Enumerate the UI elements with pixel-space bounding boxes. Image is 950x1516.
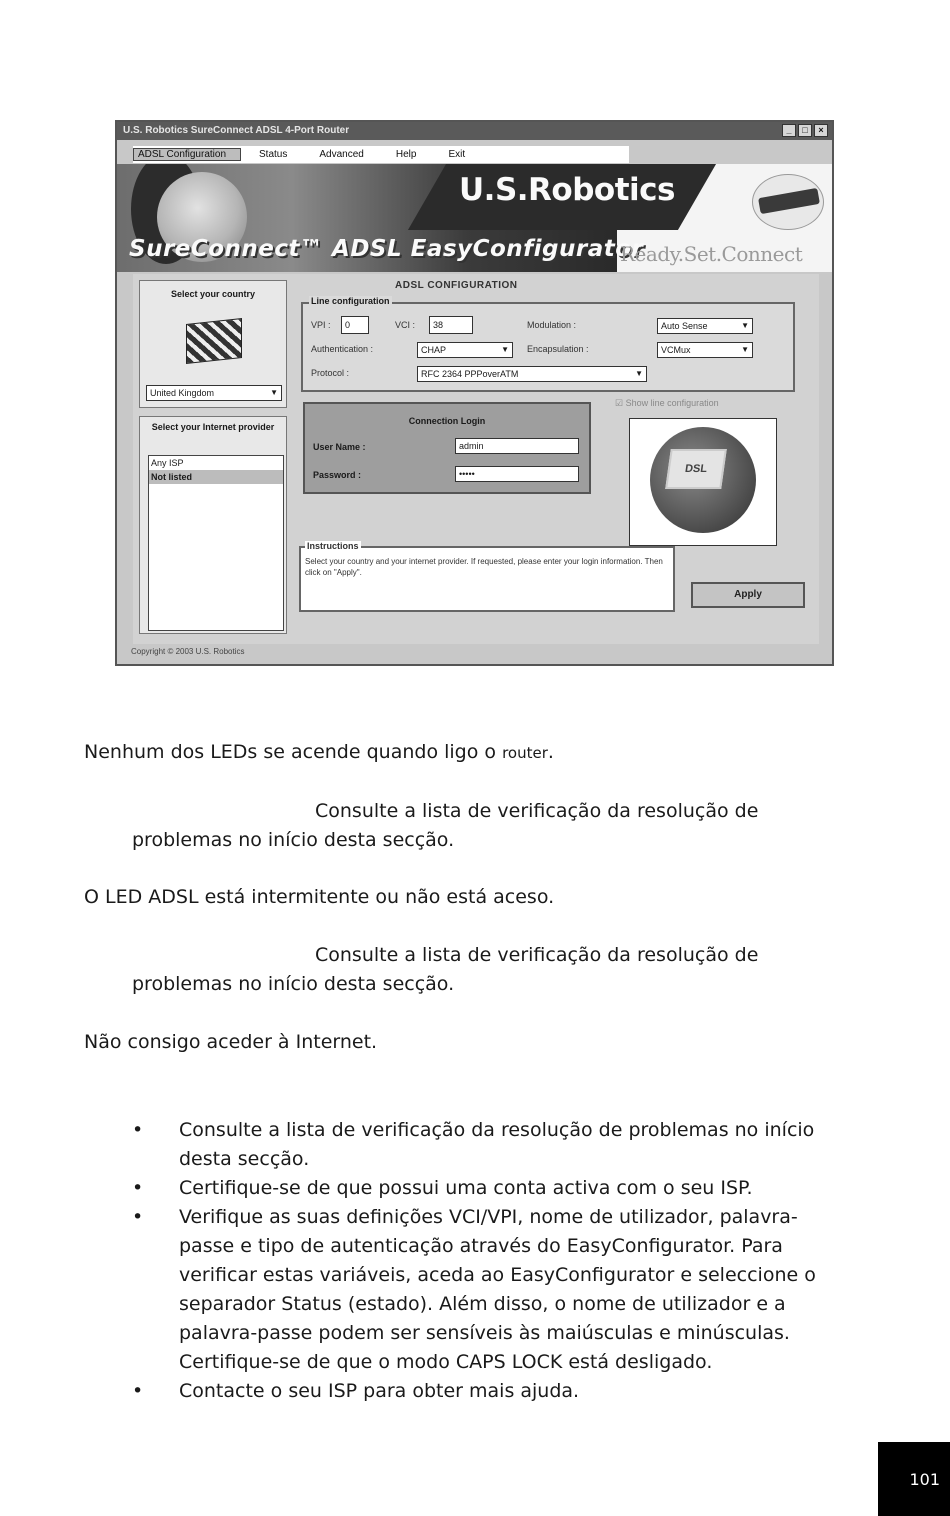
line-configuration-group [301,296,795,392]
isp-title: Select your Internet provider [151,422,275,432]
tagline: Ready.Set.Connect [620,242,803,266]
maximize-icon[interactable]: □ [798,124,812,137]
answer-1: Consulte a lista de verificação da resolução de problemas no início desta secção. [132,800,759,851]
protocol-value: RFC 2364 PPPoverATM [421,369,519,379]
solution-list [132,1116,852,1406]
list-item: • Verifique as suas definições VCI/VPI, nome de utilizador, palavra-passe e tipo de autenticação através do EasyConfigurator. Para verificar estas variáveis, aceda ao EasyConfigurator e seleccione o separador Status (estado). Além disso, o nome de utilizador e a palavra-passe podem ser sensíveis às maiúsculas e minúsculas. Certifique-se de que o modo CAPS LOCK está desligado. [132,1203,852,1377]
country-select-value: United Kingdom [150,388,215,398]
chevron-down-icon: ▼ [501,345,509,354]
adsl-image [629,418,777,546]
header-banner [117,164,832,272]
menu-advanced[interactable]: Advanced [319,149,364,160]
country-box [139,280,287,408]
isp-item-any[interactable]: Any ISP [151,458,184,468]
show-line-label: Show line configuration [625,398,719,408]
authentication-value: CHAP [421,345,447,355]
chevron-down-icon: ▼ [635,369,643,378]
vci-label: VCI : [395,320,416,330]
instructions-text: Select your country and your internet provider. If requested, please enter your login information. Then click on "Apply". [305,557,663,577]
connection-login-box [303,402,591,494]
modulation-select[interactable] [657,318,753,334]
router-device-icon [752,174,824,230]
laptop-icon: DSL [665,449,727,489]
username-input[interactable]: admin [455,438,579,454]
vpi-label: VPI : [311,320,331,330]
isp-item-not-listed[interactable]: Not listed [149,470,283,484]
brand-logo: U.S.Robotics [459,172,675,208]
app-screenshot [115,120,834,666]
connection-login-title: Connection Login [408,416,486,426]
question-1-router: router [502,744,548,762]
question-1 [84,738,884,768]
chevron-down-icon: ▼ [270,388,278,397]
isp-box [139,416,287,634]
config-panel [133,274,819,644]
adsl-configuration-heading: ADSL CONFIGURATION [395,280,518,291]
vci-input[interactable]: 38 [429,316,473,334]
country-select[interactable] [146,385,282,401]
list-item: • Certifique-se de que possui uma conta activa com o seu ISP. [132,1174,852,1203]
country-title: Select your country [170,289,256,299]
show-line-configuration-checkbox[interactable]: ☑ Show line configuration [615,398,719,408]
authentication-select[interactable] [417,342,513,358]
minimize-icon[interactable]: _ [782,124,796,137]
window-controls [782,124,828,137]
vpi-input[interactable]: 0 [341,316,369,334]
product-name: SureConnect™ ADSL EasyConfigurator [129,236,644,262]
menu-exit[interactable]: Exit [448,149,466,160]
menu-bar [133,146,629,163]
encapsulation-label: Encapsulation : [527,344,589,354]
modulation-label: Modulation : [527,320,577,330]
copyright-text: Copyright © 2003 U.S. Robotics [131,647,245,656]
question-1-text: Nenhum dos LEDs se acende quando ligo o [84,741,503,763]
page-number-box [878,1442,950,1516]
question-2: O LED ADSL está intermitente ou não está aceso. [84,886,555,908]
router-box [758,188,820,214]
list-item: • Consulte a lista de verificação da resolução de problemas no início desta secção. [132,1116,852,1174]
modulation-value: Auto Sense [661,321,708,331]
list-item: • Contacte o seu ISP para obter mais ajuda. [132,1377,852,1406]
chevron-down-icon: ▼ [741,321,749,330]
close-icon[interactable]: × [814,124,828,137]
page-number: 101 [909,1470,940,1489]
menu-help[interactable]: Help [395,149,417,160]
encapsulation-select[interactable] [657,342,753,358]
question-3: Não consigo aceder à Internet. [84,1031,378,1053]
answer-2: Consulte a lista de verificação da resolução de problemas no início desta secção. [132,944,759,995]
instructions-legend: Instructions [307,541,359,551]
username-label: User Name : [313,442,366,452]
protocol-select[interactable] [417,366,647,382]
line-configuration-legend: Line configuration [311,296,390,306]
isp-list[interactable] [148,455,284,631]
password-input[interactable]: ••••• [455,466,579,482]
menu-status[interactable]: Status [259,149,288,160]
window-titlebar [117,122,832,140]
apply-button[interactable]: Apply [691,582,805,608]
encapsulation-value: VCMux [661,345,691,355]
instructions-box [299,541,675,612]
menu-adsl-configuration[interactable]: ADSL Configuration [133,148,241,161]
chevron-down-icon: ▼ [741,345,749,354]
authentication-label: Authentication : [311,344,374,354]
question-1-end: . [547,741,554,763]
password-label: Password : [313,470,362,480]
uk-flag-icon [186,318,242,364]
window-title: U.S. Robotics SureConnect ADSL 4-Port Router [123,125,350,136]
protocol-label: Protocol : [311,368,350,378]
